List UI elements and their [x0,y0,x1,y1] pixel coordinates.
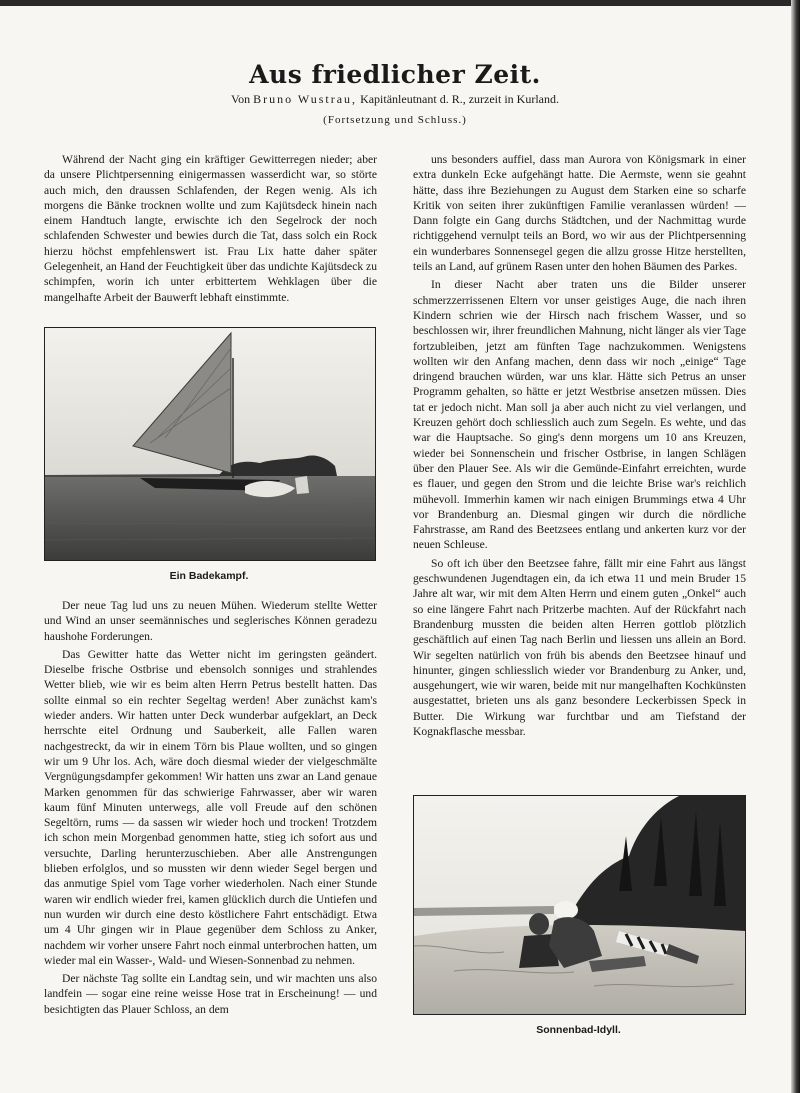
byline-author: Bruno Wustrau, [253,92,358,106]
sailboat-photo [44,327,376,561]
byline-prefix: Von [230,92,251,106]
paragraph: So oft ich über den Beetzsee fahre, fällt mir eine Fahrt aus längst geschwundenen Jugendtagen ein, da ich etwa 11 und mein Bruder 15 Jahre alt war, wir mit dem Alten Herrn und einem guten „Onkel“ auch so eine längere Fahrt nach Pritzerbe machten. Auf der Rückfahrt nach Brandenburg mussten die beiden alten Herren gottlob plötzlich geschäftlich auf einen Tag nach Berlin und liessen uns allein an Bord. Wir segelten natürlich von früh bis abends den Beetzsee hinauf und hinunter, gingen schliesslich wieder vor Brandenburg zu Anker, und, ausgehungert, wie wir waren, beide mit nur mangelhaften Kochkünsten ausgestattet, brieten uns als ganz besondere Leckerbissen Speck in Butter. Die Wirkung war furchtbar und am Tiefstand der Kognakflasche messbar. [413,556,746,738]
right-column [413,152,746,739]
byline [0,92,790,107]
left-column-bottom [44,598,377,1017]
paragraph: Das Gewitter hatte das Wetter nicht im geringsten geändert. Dieselbe frische Ostbrise und ebensolch sonniges und strahlendes Wetter blieb, wie wir es beim alten Herrn Petrus bestellt hatten. Das sollte einmal so ein rechter Segeltag werden! Aber zunächst kam's wieder anders. Wir hatten unter Deck wunderbar aufgeklart, an Deck herrschte eitel Ordnung und Sauberkeit, alle Fallen waren nachgestreckt, da wir in einem Törn bis Plaue wollten, und so gingen wir um 9 Uhr los. Ach, wäre doch diesmal wieder der vielgeschmälte Vergnügungsdampfer gekommen! Wir hatten uns zwar an Land genaue Marken genommen für das schwierige Fahrwasser, aber wir waren kaum fünf Minuten unterwegs, alle voll Freude auf den schönen Segeltörn, rums — da sassen wir wieder hoch und trocken! Trotzdem ich schon mein Morgenbad genommen hatte, stieg ich sofort aus und versuchte, Darling herunterzuschieben. Aber alle Anstrengungen blieben erfolglos, und so mussten wir denn wieder Segel bergen und das anmutige Spiel vom Tage vorher wiederholen. Nach einer Stunde waren wir endlich wieder frei, kamen glücklich durch die Untiefen und nun wurden wir durch eine desto köstlichere Fahrt entschädigt. Etwa um 4 Uhr gingen wir in Plaue gegenüber dem Schloss zu Anker, nachdem wir vorher unsere Fahrt noch einmal unterbrochen hatten, um wieder mal ein Wasser-, Wald- und Wiesen-Sonnenbad zu nehmen. [44,647,377,967]
paragraph: Während der Nacht ging ein kräftiger Gewitterregen nieder; aber da unsere Plichtpersenning einigermassen wasserdicht war, so störte auch mich, den draussen Schlafenden, der Regen wenig. Als ich morgens die Bänke trocknen wollte und zum Kajütsdeck hinein nach einem Handtuch langte, erwischte ich den Segelrock der noch schlafenden Schwester und bewies durch die Tat, dass solch ein Rock hierzu höchst empfehlenswert ist. Frau Lix hatte daher später Gelegenheit, an Hand der Feuchtigkeit über das undichte Kajütsdeck zu schimpfen, worin ich unter erbittertem Wehklagen über die mangelhafte Arbeit der Bauwerft lebhaft einstimmte. [44,153,377,304]
sunbath-caption: Sonnenbad-Idyll. [536,1024,621,1036]
paragraph: Der neue Tag lud uns zu neuen Mühen. Wiederum stellte Wetter und Wind an unser seemännisches und seglerisches Können geradezu haushohe Forderungen. [44,599,377,643]
continuation-note: (Fortsetzung und Schluss.) [323,114,467,126]
paragraph: In dieser Nacht aber traten uns die Bilder unserer schmerzzerrissenen Eltern vor unser geistiges Auge, die nach ihren Kindern schrien wie der Hirsch nach frischem Wasser, und so beschlossen wir, ihrer freundlichen Mahnung, nicht länger als vier Tage fortzubleiben, jetzt am fünften Tage nachzukommen. Wenigstens wollten wir den Anfang machen, denn dass wir noch „einige“ Tage dringend brauchen würden, war uns klar. Hätte sich Petrus an unser Programm gehalten, so hätte er jetzt Westbrise ansetzen müssen. Dies tat er jedoch nicht. Man soll ja aber auch nicht zu viel verlangen, und Kreuzen gehört doch schliesslich auch zum Segeln. Es wehte, und das war die Hauptsache. So ging's denn morgens um 10 ans Kreuzen, wieder bei Sonnenschein und frischer Ostbrise, in langen Schlägen über den Plauer See. Als wir die Gemünde-Einfahrt erreichten, wurde es flauer, und gegen den Strom und die leichte Brise war's reichlich mühevoll. Immerhin kamen wir nach einigen Brummings etwa 4 Uhr vor Brandenburg an. Diesmal gingen wir durch die nördliche Fahrstrasse, am Rand des Beetzsees entlang und ankerten kurz vor der neuen Schleuse. [413,278,746,552]
sunbath-photo [413,795,746,1015]
page-binding-edge [791,0,800,1093]
sailboat-caption: Ein Badekampf. [169,570,249,582]
paragraph: Der nächste Tag sollte ein Landtag sein, und wir machten uns also landfein — sogar eine reine weisse Hose trat in Erscheinung! — und besichtigten das Plauer Schloss, an dem [44,972,377,1016]
left-column-top [44,152,377,305]
paragraph: uns besonders auffiel, dass man Aurora von Königsmark in einer extra dunkeln Ecke aufgehängt hatte. Die Aermste, wenn sie geahnt hätte, dass ihre Beziehungen zu August dem Starken eine so scharfe Kritik von seiten ihrer zukünftigen Familie veranlassen würden! — Dann folgte ein Gang durchs Städtchen, und der Nachmittag wurde richtiggehend vernulpt teils an Bord, wo wir aus der Plichtpersenning ein wunderbares Sonnensegel gegen die allzu grosse Hitze herstellten, teils an Land, auf grünem Rasen unter den hohen Bäumen des Parkes. [413,153,746,274]
page-top-edge [0,0,800,6]
article-title: Aus friedlicher Zeit. [249,60,541,89]
byline-rank: Kapitänleutnant d. R., zurzeit in Kurland. [360,92,560,106]
